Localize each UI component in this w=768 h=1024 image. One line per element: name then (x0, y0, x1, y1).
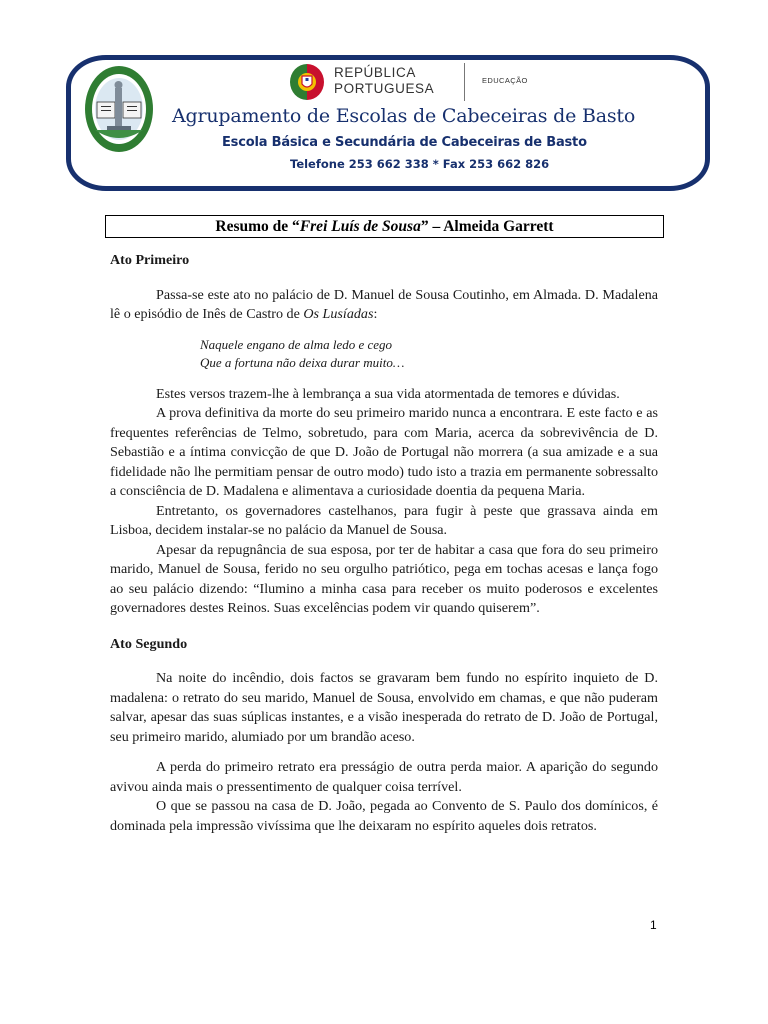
school-name: Agrupamento de Escolas de Cabeceiras de Basto (172, 105, 636, 127)
school-subtitle: Escola Básica e Secundária de Cabeceiras de Basto (222, 135, 587, 150)
paragraph: O que se passou na casa de D. João, pegada ao Convento de S. Paulo dos domínicos, é dominada pela impressão vivíssima que lhe deixaram no espírito aqueles dois retratos. (110, 798, 658, 834)
title-suffix: ” – Almeida Garrett (420, 218, 554, 235)
school-contact: Telefone 253 662 338 * Fax 253 662 826 (290, 157, 550, 171)
paragraph-text: Passa-se este ato no palácio de D. Manuel de Sousa Coutinho, em Almada. D. Madalena lê o episódio de Inês de Castro de (110, 286, 658, 322)
paragraph (110, 286, 658, 325)
document-title (105, 215, 664, 238)
government-logo (290, 60, 528, 104)
logo-divider (464, 63, 465, 101)
department-name: EDUCAÇÃO (482, 76, 528, 85)
section-heading-act1: Ato Primeiro (110, 252, 190, 268)
paragraph: A perda do primeiro retrato era presságio de outra perda maior. A aparição do segundo avivou ainda mais o pressentimento de qualquer coisa terrível. (110, 759, 658, 795)
government-name (334, 65, 434, 97)
paragraph: Entretanto, os governadores castelhanos, para fugir à peste que grassava ainda em Lisboa, decidem instalar-se no palácio da Manuel de Sousa. (110, 502, 658, 538)
paragraph: Estes versos trazem-lhe à lembrança a sua vida atormentada de temores e dúvidas. (156, 385, 620, 402)
government-name-line2: PORTUGUESA (334, 81, 435, 96)
paragraph: Apesar da repugnância de sua esposa, por ter de habitar a casa que fora do seu primeiro marido, Manuel de Sousa, ferido no seu orgulho patriótico, pega em tochas acesas e lança fogo ao seu palácio dizendo: “Ilumino a minha casa para receber os muito poderosos e excelentes governadores destes Reinos. Suas excelências podem vir quando quiserem”. (110, 541, 658, 616)
section-heading-act2: Ato Segundo (110, 635, 188, 652)
paragraph-end: : (373, 306, 378, 322)
verse-line: Naquele engano de alma ledo e cego (200, 336, 393, 352)
paragraph: Na noite do incêndio, dois factos se gravaram bem fundo no espírito inquieto de D. madalena: o retrato do seu marido, Manuel de Sousa, envolvido em chamas, e que não puderam salvar, apesar das suas súplicas instantes, e a visão inesperada do retrato de D. João de Portugal, seu primeiro marido, alumiado por um brandão aceso. (110, 670, 658, 745)
government-name-line1: REPÚBLICA (334, 65, 416, 80)
portuguese-coat-of-arms-icon (290, 62, 324, 102)
title-work: Frei Luís de Sousa (299, 218, 421, 235)
title-prefix: Resumo de “ (215, 218, 300, 235)
page-number: 1 (650, 918, 657, 932)
document-body (110, 251, 658, 836)
paragraph: A prova definitiva da morte do seu primeiro marido nunca a encontrara. E este facto e as frequentes referências de Telmo, sobretudo, para com Maria, acerca da sobrevivência de D. Sebastião e a íntima convicção de que D. João de Portugal não morrera (a sua amizade e a sua fidelidade não lhe permitiam pensar de outro modo) tudo isto a trazia em permanente sobressalto a consciência de D. Madalena e alimentava a curiosidade doentia da pequena Maria. (110, 405, 658, 499)
school-seal-logo (83, 64, 155, 154)
work-title: Os Lusíadas (303, 306, 374, 322)
verse-line: Que a fortuna não deixa durar muito… (200, 354, 405, 370)
verse-quote (200, 336, 658, 372)
